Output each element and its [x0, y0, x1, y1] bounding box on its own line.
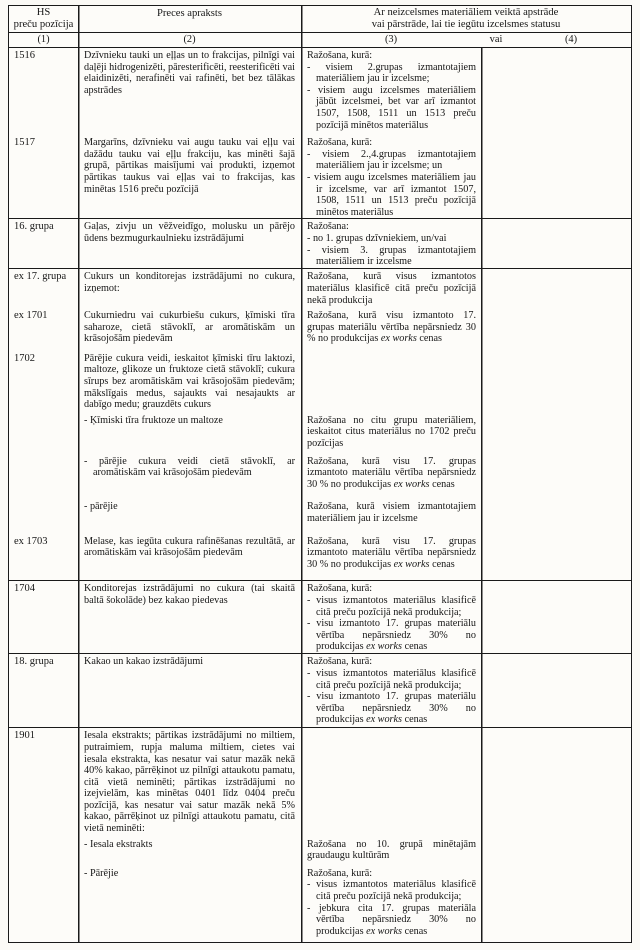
description-cell	[78, 534, 301, 571]
hs-code-cell	[9, 866, 78, 938]
header-col34-line1: Ar neizcelsmes materiāliem veiktā apstrāde	[373, 7, 559, 18]
table-row-group-16-grupa	[9, 218, 631, 268]
hs-code-cell	[9, 413, 78, 450]
product-sub-item: - pārējie cukura veidi cietā stāvoklī, ar aromātiskām vai krāsojošām piedevām	[84, 455, 295, 479]
rule-cell	[301, 728, 481, 834]
rule-cell	[301, 837, 481, 862]
col4-cell	[481, 269, 631, 306]
rule-bullet: - visu izmantoto 17. grupas materiālu vērtība nepārsniedz 30% no produkcijas ex works cenas	[307, 691, 476, 726]
col4-cell	[481, 351, 631, 411]
rule-heading: Ražošana, kurā:	[307, 583, 373, 595]
rule-cell	[301, 581, 481, 653]
col4-cell	[481, 581, 631, 653]
rule-cell	[301, 135, 481, 218]
product-description: Gaļas, zivju un vēžveidīgo, molusku un pārējo ūdens bezmugurkaulnieku izstrādājumi	[84, 221, 295, 244]
col4-cell	[481, 654, 631, 726]
table-row	[9, 862, 631, 938]
rule-text: Ražošana, kurā visu izmantoto 17. grupas materiālu vērtība nepārsniedz 30 % no produkcijas ex works cenas	[307, 310, 476, 345]
hs-code: 18. grupa	[14, 656, 54, 668]
hs-code: 1517	[14, 137, 35, 149]
hs-code: ex 17. grupa	[14, 271, 67, 283]
col4-cell	[481, 499, 631, 524]
table-row	[9, 525, 631, 571]
description-cell	[78, 351, 301, 411]
rule-bullet: - visiem augu izcelsmes materiāliem jau ir izcelsme, var arī izmantot 1507, 1508, 1511 un 1513 preču pozīcijā minētos materiālus	[307, 171, 476, 218]
table-row	[9, 411, 631, 450]
product-sub-item: - Iesala ekstrakts	[84, 838, 153, 850]
product-sub-item: - pārējie	[84, 501, 118, 513]
hs-code: 1702	[14, 352, 35, 364]
rule-bullet: - no 1. grupas dzīvniekiem, un/vai	[307, 232, 447, 244]
rule-heading: Ražošana:	[307, 221, 349, 233]
description-cell	[78, 413, 301, 450]
rule-text: Ražošana, kurā visiem izmantotajiem materiāliem jau ir izcelsme	[307, 501, 476, 524]
col-number-3: (3)	[384, 34, 398, 45]
header-hs-line2: preču pozīcija	[13, 19, 74, 30]
col4-cell	[481, 866, 631, 938]
product-description: Melase, kas iegūta cukura rafinēšanas rezultātā, ar aromātiskām vai krāsojošām piedevām	[84, 535, 295, 559]
rule-text: Ražošana, kurā visus izmantotos materiālus klasificē citā preču pozīcijā nekā produkcija	[307, 271, 476, 306]
rule-cell	[301, 308, 481, 345]
header-hs-position	[9, 6, 78, 32]
description-cell	[78, 308, 301, 345]
description-cell	[78, 48, 301, 131]
description-cell	[78, 219, 301, 267]
hs-code-cell	[9, 308, 78, 345]
product-description: Kakao un kakao izstrādājumi	[84, 656, 204, 668]
col4-cell	[481, 135, 631, 218]
description-cell	[78, 135, 301, 218]
rule-cell	[301, 48, 481, 131]
rule-bullet: - visiem augu izcelsmes materiāliem jābūt izcelsmei, bet var arī izmantot 1507, 1508, 1511 un 1513 preču pozīcijā minētos materiālus	[307, 84, 476, 131]
rule-text: Ražošana no 10. grupā minētajām graudaugu kultūrām	[307, 838, 476, 862]
col4-cell	[481, 219, 631, 267]
product-description: Dzīvnieku tauki un eļļas un to frakcijas, pilnīgi vai daļēji hidrogenizēti, pāresterificēti, reesterificēti vai elaidinizēti, nerafinēti vai rafinēti, bet bez tālākas apstrādes	[84, 50, 296, 96]
col-number-2: (2)	[183, 34, 196, 45]
table-row	[9, 728, 631, 834]
table-row	[9, 48, 631, 131]
description-cell	[78, 654, 301, 726]
table-row	[9, 654, 631, 726]
rule-text: Ražošana no citu grupu materiāliem, ieskaitot citus materiālus no 1702 preču pozīcijas	[307, 414, 476, 450]
hs-code: ex 1701	[14, 310, 48, 322]
header-product-description	[78, 6, 301, 32]
hs-code-cell	[9, 534, 78, 571]
table-row	[9, 345, 631, 411]
column-numbers-row	[9, 32, 631, 47]
rule-cell	[301, 351, 481, 411]
rule-cell	[301, 219, 481, 267]
description-cell	[78, 581, 301, 653]
product-description: Cukurs un konditorejas izstrādājumi no cukura, izņemot:	[84, 271, 295, 294]
hs-code-cell	[9, 351, 78, 411]
rule-bullet: - visiem 2.grupas izmantotajiem materiāliem jau ir izcelsme;	[307, 61, 476, 85]
rule-bullet: - visiem 3. grupas izmantotajiem materiāliem ir izcelsme	[307, 244, 476, 268]
hs-code: 1516	[14, 50, 35, 61]
col4-cell	[481, 534, 631, 571]
table-row-group-1901	[9, 727, 631, 942]
hs-code-cell	[9, 581, 78, 653]
description-cell	[78, 454, 301, 491]
product-description: Iesala ekstrakts; pārtikas izstrādājumi no miltiem, putraimiem, rupja maluma miltiem, cietes vai iesala ekstrakta, kas nesatur vai satur mazāk nekā 40% kakao, pārrēķinot uz pilnīgi attaukotu pamatu, citā vietā neminēti; pārtikas izstrādājumi no izejvielām, kas minētas 0401 līdz 0404 preču pozīcijā, kas nesatur vai satur mazāk nekā 5% kakao, pārrēķinot uz pilnīgi attaukotu pamatu, citā vietā neminēti:	[84, 730, 295, 835]
table-row-group-1704	[9, 580, 631, 653]
rule-bullet: - jebkura cita 17. grupas materiāla vērtība nepārsniedz 30% no produkcijas ex works cenas	[307, 902, 476, 937]
rule-bullet: - visu izmantoto 17. grupas materiālu vērtība nepārsniedz 30% no produkcijas ex works cenas	[307, 618, 476, 653]
table-row	[9, 269, 631, 306]
table-row	[9, 450, 631, 491]
description-cell	[78, 837, 301, 862]
rule-cell	[301, 499, 481, 524]
hs-code-cell	[9, 269, 78, 306]
table-row	[9, 581, 631, 653]
hs-code: 1704	[14, 583, 35, 595]
rule-heading: Ražošana, kurā:	[307, 867, 373, 879]
hs-code-cell	[9, 728, 78, 834]
rule-cell	[301, 654, 481, 726]
hs-code: ex 1703	[14, 535, 48, 547]
description-cell	[78, 499, 301, 524]
hs-code-cell	[9, 454, 78, 491]
col-number-vai: vai	[489, 34, 503, 45]
hs-code-cell	[9, 499, 78, 524]
rule-cell	[301, 866, 481, 938]
description-cell	[78, 728, 301, 834]
product-description: Margarīns, dzīvnieku vai augu tauku vai eļļu vai dažādu tauku vai eļļu frakciju, kas minēti šajā grupā, pārtikas maisījumi vai produkti, izņemot pārtikas taukus vai eļļas vai to frakcijas, kas minētas 1516 preču pozīcijā	[84, 137, 295, 195]
hs-code: 16. grupa	[14, 221, 54, 233]
description-cell	[78, 269, 301, 306]
rule-heading: Ražošana, kurā:	[307, 656, 373, 668]
table-row	[9, 490, 631, 524]
origin-rules-table	[8, 5, 632, 943]
hs-code-cell	[9, 837, 78, 862]
table-row	[9, 306, 631, 345]
rule-cell	[301, 413, 481, 450]
header-processing	[301, 6, 631, 32]
rule-text: Ražošana, kurā visu 17. grupas izmantoto materiālu vērtība nepārsniedz 30 % no produkcijas ex works cenas	[307, 455, 476, 490]
col4-cell	[481, 48, 631, 131]
rule-bullet: - visus izmantotos materiālus klasificē citā preču pozīcijā nekā produkcija;	[307, 879, 476, 903]
product-description: Konditorejas izstrādājumi no cukura (tai skaitā baltā šokolāde) bez kakao piedevas	[84, 583, 295, 606]
rule-heading: Ražošana, kurā:	[307, 137, 373, 149]
description-cell	[78, 866, 301, 938]
table-row-group-ex17	[9, 268, 631, 580]
table-header-row	[9, 6, 631, 32]
product-sub-item: - Pārējie	[84, 867, 119, 879]
rule-cell	[301, 269, 481, 306]
rule-heading: Ražošana, kurā:	[307, 50, 373, 61]
header-col34-line2: vai pārstrāde, lai tie iegūtu izcelsmes statusu	[371, 19, 561, 30]
product-description: Pārējie cukura veidi, ieskaitot ķīmiski tīru laktozi, maltoze, glikoze un fruktoze cietā stāvoklī; cukura sīrups bez aromātiskām vai krāsojošām piedevām; mākslīgais medus, sajaukts vai nesajaukts ar dabīgo medu; grauzdēts cukurs	[84, 352, 295, 411]
col4-cell	[481, 308, 631, 345]
table-row-group-18-grupa	[9, 653, 631, 727]
col4-cell	[481, 454, 631, 491]
header-hs-line1: HS	[36, 7, 51, 18]
rule-text: Ražošana, kurā visu 17. grupas izmantoto materiālu vērtība nepārsniedz 30 % no produkcijas ex works cenas	[307, 535, 476, 570]
hs-code-cell	[9, 219, 78, 267]
col-number-1: (1)	[37, 34, 50, 45]
hs-code: 1901	[14, 730, 35, 742]
col4-cell	[481, 413, 631, 450]
header-col2-label: Preces apraksts	[156, 8, 222, 19]
col-number-4: (4)	[564, 34, 578, 45]
rule-bullet: - visus izmantotos materiālus klasificē citā preču pozīcijā nekā produkcija;	[307, 594, 476, 618]
rule-bullet: - visus izmantotos materiālus klasificē citā preču pozīcijā nekā produkcija;	[307, 667, 476, 691]
hs-code-cell	[9, 654, 78, 726]
product-description: Cukurniedru vai cukurbiešu cukurs, ķīmiski tīra saharoze, cietā stāvoklī, ar aromātiskām un krāsojošām piedevām	[84, 310, 295, 345]
rule-cell	[301, 534, 481, 571]
rule-bullet: - visiem 2.,4.grupas izmantotajiem materiāliem jau ir izcelsme; un	[307, 148, 476, 172]
table-row	[9, 835, 631, 862]
table-row	[9, 131, 631, 218]
col-numbers-3-4	[301, 33, 631, 47]
hs-code-cell	[9, 135, 78, 218]
table-row-group-1516-1517	[9, 47, 631, 218]
hs-code-cell	[9, 48, 78, 131]
product-sub-item: - Ķīmiski tīra fruktoze un maltoze	[84, 414, 223, 426]
col4-cell	[481, 728, 631, 834]
col4-cell	[481, 837, 631, 862]
rule-cell	[301, 454, 481, 491]
table-row	[9, 219, 631, 267]
